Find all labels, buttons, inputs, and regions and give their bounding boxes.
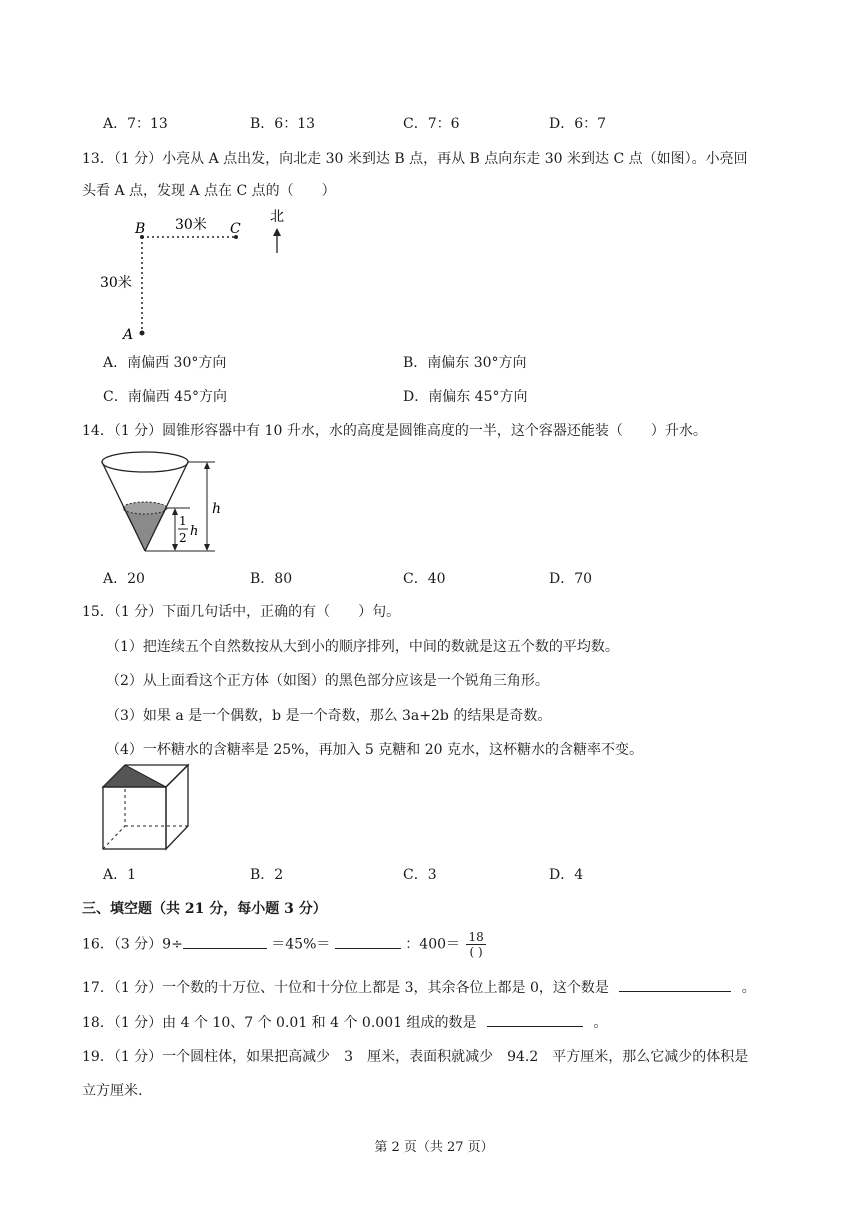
q14-option-b: B．80 [250,571,293,587]
q17-line [82,977,756,997]
q15-statement-3: （3）如果 a 是一个偶数，b 是一个奇数，那么 3a+2b 的结果是奇数。 [106,708,552,724]
north-label: 北 [270,209,284,225]
label-c: C [230,221,241,237]
q15-statement-2: （2）从上面看这个正方体（如图）的黑色部分应该是一个锐角三角形。 [106,673,549,689]
q15-cube-figure [100,762,195,857]
q16-after: ：400＝ [405,936,461,953]
q12-option-d: D．6：7 [549,116,607,132]
q16-blank-1[interactable] [183,936,267,949]
q17-text: 17．（1 分）一个数的十万位、十位和十分位上都是 3，其余各位上都是 0，这个数是 [82,980,609,996]
q18-text: 18．（1 分）由 4 个 10、7 个 0.01 和 4 个 0.001 组成的数是 [82,1015,477,1031]
q15-text: 15．（1 分）下面几句话中，正确的有（ ）句。 [82,604,401,620]
q15-option-c: C．3 [403,867,437,883]
q18-blank[interactable] [487,1014,583,1027]
q13-text-line1: 13．（1 分）小亮从 A 点出发，向北走 30 米到达 B 点，再从 B 点向东走 30 米到达 C 点（如图）。小亮回 [82,151,748,167]
q16-line [82,930,488,959]
q16-frac-num: 18 [468,930,484,944]
q12-option-a: A．7：13 [103,116,168,132]
q12-option-b: B．6：13 [250,116,316,132]
q15-option-b: B．2 [250,867,284,883]
q13-figure [95,205,295,345]
side-distance-label: 30米 [100,275,132,291]
water-surface [123,502,167,514]
frac-var: h [190,524,199,539]
q18-end: 。 [593,1015,608,1031]
label-a: A [123,327,134,343]
page-footer: 第 2 页（共 27 页） [374,1140,494,1155]
height-label: h [212,501,222,517]
q16-prefix: 16．（3 分）9÷ [82,936,183,953]
cone-top [102,452,188,472]
q12-option-c: C．7：6 [403,116,460,132]
q16-mid: ＝45%＝ [271,936,331,953]
q15-statement-1: （1）把连续五个自然数按从大到小的顺序排列，中间的数就是这五个数的平均数。 [106,639,619,655]
section-3-title: 三、填空题（共 21 分，每小题 3 分） [82,901,327,917]
point-a [140,331,145,336]
q15-option-a: A．1 [103,867,137,883]
q13-option-b: B．南偏东 30°方向 [403,355,527,371]
q14-cone-figure [95,445,235,560]
label-b: B [135,221,146,237]
q16-fraction [466,930,485,959]
frac-den: 2 [179,531,187,545]
q14-option-d: D．70 [549,571,593,587]
q18-line [82,1012,607,1032]
q13-option-d: D．南偏东 45°方向 [403,389,528,405]
frac-num: 1 [179,514,187,528]
q15-statement-4: （4）一杯糖水的含糖率是 25%，再加入 5 克糖和 20 克水，这杯糖水的含糖率不变。 [106,742,643,758]
q14-option-a: A．20 [103,571,145,587]
q13-text-line2: 头看 A 点，发现 A 点在 C 点的（ ） [82,183,336,199]
q19-text-line2: 立方厘米. [82,1083,143,1099]
q17-blank[interactable] [619,979,731,992]
q14-text: 14．（1 分）圆锥形容器中有 10 升水，水的高度是圆锥高度的一半，这个容器还能装（ ）升水。 [82,423,707,439]
q19-text-line1: 19．（1 分）一个圆柱体，如果把高减少 3 厘米，表面积就减少 94.2 平方厘米，那么它减少的体积是 [82,1049,749,1065]
q16-frac-den: ( ) [469,945,483,959]
water-fill [123,508,167,551]
q14-option-c: C．40 [403,571,446,587]
q13-option-c: C．南偏西 45°方向 [103,389,227,405]
q16-blank-2[interactable] [335,936,401,949]
q13-option-a: A．南偏西 30°方向 [103,355,227,371]
q17-end: 。 [741,980,756,996]
q15-option-d: D．4 [549,867,584,883]
top-distance-label: 30米 [175,217,207,233]
